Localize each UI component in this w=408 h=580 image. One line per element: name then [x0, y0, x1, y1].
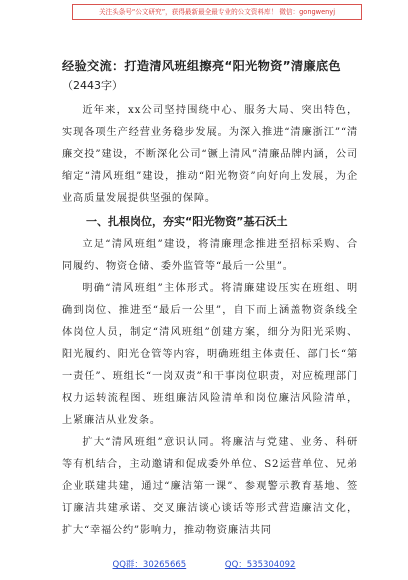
document-body [62, 56, 358, 542]
document-title: 经验交流：打造清风班组擦亮“阳光物资”清廉底色 [62, 59, 341, 73]
section-paragraph: 扩大“清风班组”意识认同。将廉洁与党建、业务、科研等有机结合，主动邀请和促成委外单位、S2运营单位、兄弟企业联建共建，通过“廉洁第一课”、参观警示教育基地、签订廉洁共建承诺、交叉廉洁谈心谈话等形式营造廉洁文化，扩大“幸福公约”影响力，推动物资廉洁共同 [62, 437, 358, 536]
section-paragraph: 立足“清风班组”建设，将清廉理念推进至招标采购、合同履约、物资仓储、委外监管等“最后一公里”。 [62, 239, 358, 272]
section-heading: 一、扎根岗位，夯实“阳光物资”基石沃土 [86, 215, 288, 228]
qq-group-link[interactable]: QQ群：30265665 [112, 560, 187, 570]
intro-paragraph: 近年来，xx公司坚持围绕中心、服务大局、突出特色，实现各项生产经营业务稳步发展。为深入推进“清廉浙江”“清廉交投”建设，不断深化公司“镢上清风”清廉品牌内涵，公司缩定“清风班组”建设，推动“阳光物资”向好向上发展，为企业高质量发展提供坚强的保障。 [62, 105, 358, 204]
word-count: （2443字） [62, 79, 123, 92]
section-paragraph: 明确“清风班组”主体形式。将清廉建设压实在班组、明确到岗位、推进至“最后一公里”，自下而上涵盖物资条线全体岗位人员，制定“清风班组”创建方案，细分为阳光采购、阳光履约、阳光仓管等内容，明确班组主体责任、部门长“第一责任”、班组长“一岗双责”和干事岗位职责，对应梳理部门权力运转流程图、班组廉洁风险清单和岗位廉洁风险清单，上紧廉洁从业发条。 [62, 283, 358, 426]
top-banner: 关注头条号“公文研究”，获得最新最全最专业的公文资料库！ 微信：gongwenyj [72, 4, 362, 20]
footer-contacts [0, 556, 408, 574]
qq-contact-link[interactable]: QQ：535304092 [224, 560, 296, 570]
